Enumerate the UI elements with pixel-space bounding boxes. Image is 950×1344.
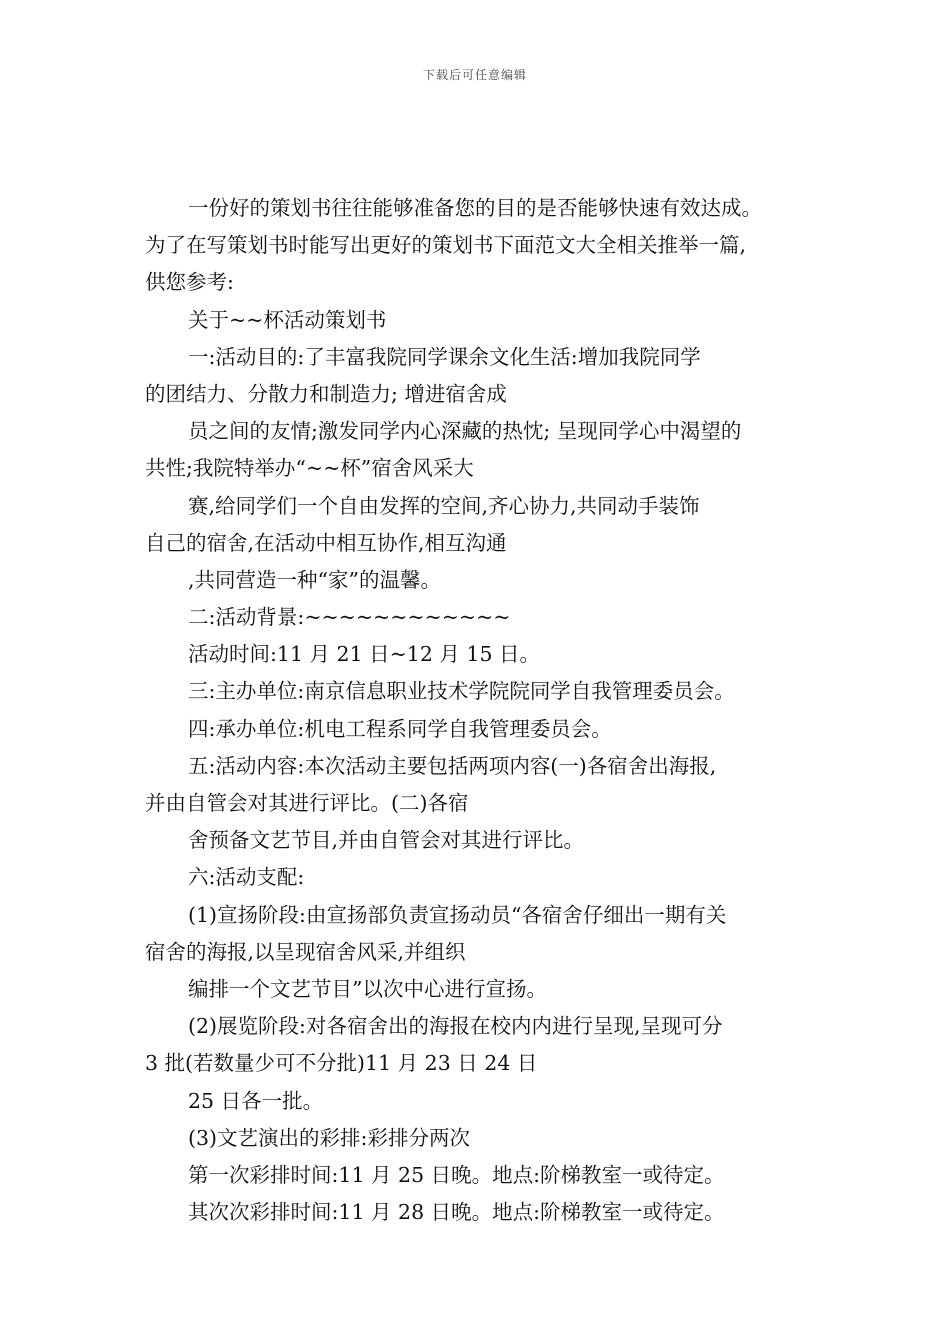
text-line: 关于~~杯活动策划书 xyxy=(188,307,387,332)
text-line: 舍预备文艺节目,并由自管会对其进行评比。 xyxy=(188,828,585,853)
text-line: 宿舍的海报,以呈现宿舍风采,并组织 xyxy=(145,939,466,964)
text-line: 五:活动内容:本次活动主要包括两项内容(一)各宿舍出海报, xyxy=(188,753,717,778)
document-body xyxy=(145,190,815,1231)
text-line: 二:活动背景:~~~~~~~~~~~~ xyxy=(188,605,511,630)
text-line: 赛,给同学们一个自由发挥的空间,齐心协力,共同动手装饰 xyxy=(188,493,700,518)
text-line: 并由自管会对其进行评比。(二)各宿 xyxy=(145,791,469,815)
text-line: 3 批(若数量少可不分批)11 月 23 日 24 日 xyxy=(145,1051,538,1076)
text-line: (3)文艺演出的彩排:彩排分两次 xyxy=(188,1125,470,1150)
text-line: 活动时间:11 月 21 日~12 月 15 日。 xyxy=(188,642,541,667)
text-line: 第一次彩排时间:11 月 25 日晚。地点:阶梯教室一或待定。 xyxy=(188,1162,725,1187)
text-line: (2)展览阶段:对各宿舍出的海报在校内内进行呈现,呈现可分 xyxy=(188,1014,723,1039)
text-line: (1)宣扬阶段:由宣扬部负责宣扬动员“各宿舍仔细出一期有关 xyxy=(188,902,727,927)
text-line: 四:承办单位:机电工程系同学自我管理委员会。 xyxy=(188,716,612,741)
text-line: 的团结力、分散力和制造力; 增进宿舍成 xyxy=(145,381,507,406)
text-line: 编排一个文艺节目”以次中心进行宣扬。 xyxy=(188,976,547,1001)
page-header-note: 下载后可任意编辑 xyxy=(422,68,527,82)
text-line: 为了在写策划书时能写出更好的策划书下面范文大全相关推举一篇, xyxy=(145,233,747,258)
text-line: 自己的宿舍,在活动中相互协作,相互沟通 xyxy=(145,530,507,555)
text-line: ,共同营造一种“家”的温馨。 xyxy=(188,567,441,592)
text-line: 三:主办单位:南京信息职业技术学院院同学自我管理委员会。 xyxy=(188,679,735,704)
text-line: 共性;我院特举办“~~杯”宿舍风采大 xyxy=(145,456,474,481)
text-line: 25 日各一批。 xyxy=(188,1088,324,1113)
text-line: 一:活动目的:了丰富我院同学课余文化生活:增加我院同学 xyxy=(188,344,701,369)
text-line: 员之间的友情;激发同学内心深藏的热忱; 呈现同学心中渴望的 xyxy=(188,419,742,444)
text-line: 六:活动支配: xyxy=(188,865,305,890)
text-line: 供您参考: xyxy=(145,270,234,295)
text-line: 其次次彩排时间:11 月 28 日晚。地点:阶梯教室一或待定。 xyxy=(188,1200,725,1225)
text-line: 一份好的策划书往往能够准备您的目的是否能够快速有效达成。 xyxy=(188,196,762,220)
